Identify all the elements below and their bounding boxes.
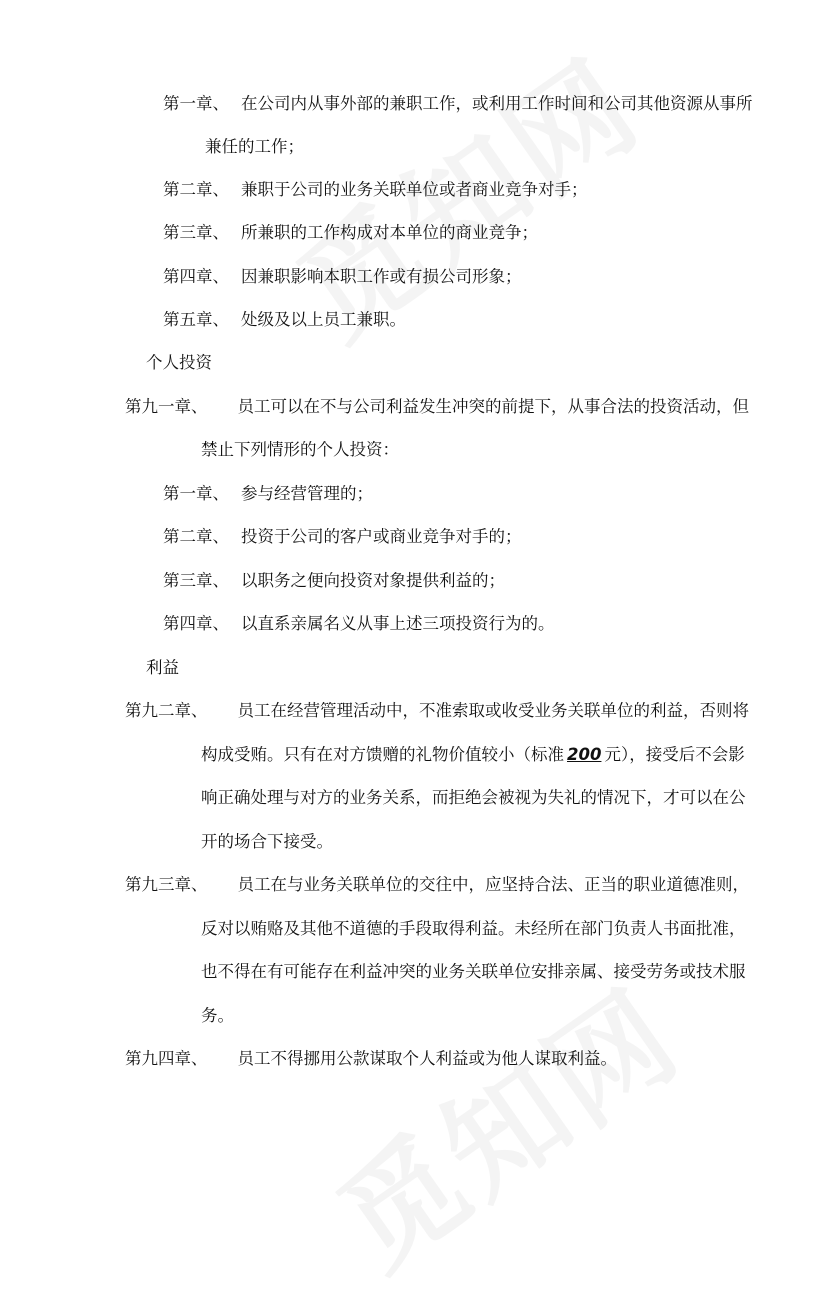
article-93-line-2: 反对以贿赂及其他不道德的手段取得利益。未经所在部门负责人书面批准， — [201, 919, 746, 938]
article-text: 员工可以在不与公司利益发生冲突的前提下，从事合法的投资活动，但 — [237, 397, 749, 416]
section-heading-benefit: 利益 — [146, 658, 179, 677]
item-number: 第四章、 — [163, 614, 229, 633]
article-91 — [125, 397, 749, 417]
article-92-line-4: 开的场合下接受。 — [201, 832, 333, 851]
list-item — [163, 614, 555, 634]
article-93-line-3: 也不得在有可能存在利益冲突的业务关联单位安排亲属、接受劳务或技术服 — [201, 962, 746, 981]
item-text: 参与经营管理的； — [241, 484, 373, 503]
article-91-line-2: 禁止下列情形的个人投资： — [201, 440, 399, 459]
article-93-line-4: 务。 — [201, 1006, 234, 1025]
item-number: 第五章、 — [163, 310, 229, 329]
gift-standard-amount: 200 — [567, 745, 602, 764]
list-item — [163, 571, 505, 591]
item-number: 第三章、 — [163, 571, 229, 590]
item-text: 兼职于公司的业务关联单位或者商业竞争对手； — [241, 180, 588, 199]
article-text: 构成受贿。只有在对方馈赠的礼物价值较小（标准 — [201, 745, 564, 764]
item-number: 第二章、 — [163, 527, 229, 546]
list-item — [163, 310, 406, 330]
article-number: 第九三章、 — [125, 875, 208, 894]
article-92-line-3: 响正确处理与对方的业务关系，而拒绝会被视为失礼的情况下，才可以在公 — [201, 788, 746, 807]
item-text: 以职务之便向投资对象提供利益的； — [241, 571, 505, 590]
article-text: 员工在与业务关联单位的交往中，应坚持合法、正当的职业道德准则， — [237, 875, 749, 894]
article-number: 第九四章、 — [125, 1049, 208, 1068]
article-text: 员工不得挪用公款谋取个人利益或为他人谋取利益。 — [237, 1049, 617, 1068]
item-text: 因兼职影响本职工作或有损公司形象； — [241, 267, 522, 286]
article-text: 元），接受后不会影 — [604, 745, 745, 764]
article-number: 第九二章、 — [125, 701, 208, 720]
item-number: 第三章、 — [163, 223, 229, 242]
article-text: 员工在经营管理活动中，不准索取或收受业务关联单位的利益，否则将 — [237, 701, 749, 720]
item-number: 第一章、 — [163, 94, 229, 113]
item-number: 第二章、 — [163, 180, 229, 199]
list-item — [163, 484, 373, 504]
list-item — [163, 180, 588, 200]
item-text: 以直系亲属名义从事上述三项投资行为的。 — [241, 614, 555, 633]
list-item-continuation: 兼任的工作； — [205, 137, 304, 156]
section-heading-investment: 个人投资 — [146, 353, 212, 372]
article-93 — [125, 875, 749, 895]
list-item — [163, 94, 753, 114]
list-item — [163, 223, 538, 243]
article-92-line-2 — [201, 745, 745, 765]
list-item — [163, 267, 522, 287]
item-text: 在公司内从事外部的兼职工作，或利用工作时间和公司其他资源从事所 — [241, 94, 753, 113]
item-text: 处级及以上员工兼职。 — [241, 310, 406, 329]
article-number: 第九一章、 — [125, 397, 208, 416]
item-number: 第四章、 — [163, 267, 229, 286]
item-text: 投资于公司的客户或商业竞争对手的； — [241, 527, 522, 546]
article-92 — [125, 701, 749, 721]
article-94 — [125, 1049, 617, 1069]
list-item — [163, 527, 522, 547]
watermark-bottom — [300, 943, 708, 1301]
item-text: 所兼职的工作构成对本单位的商业竞争； — [241, 223, 538, 242]
item-number: 第一章、 — [163, 484, 229, 503]
